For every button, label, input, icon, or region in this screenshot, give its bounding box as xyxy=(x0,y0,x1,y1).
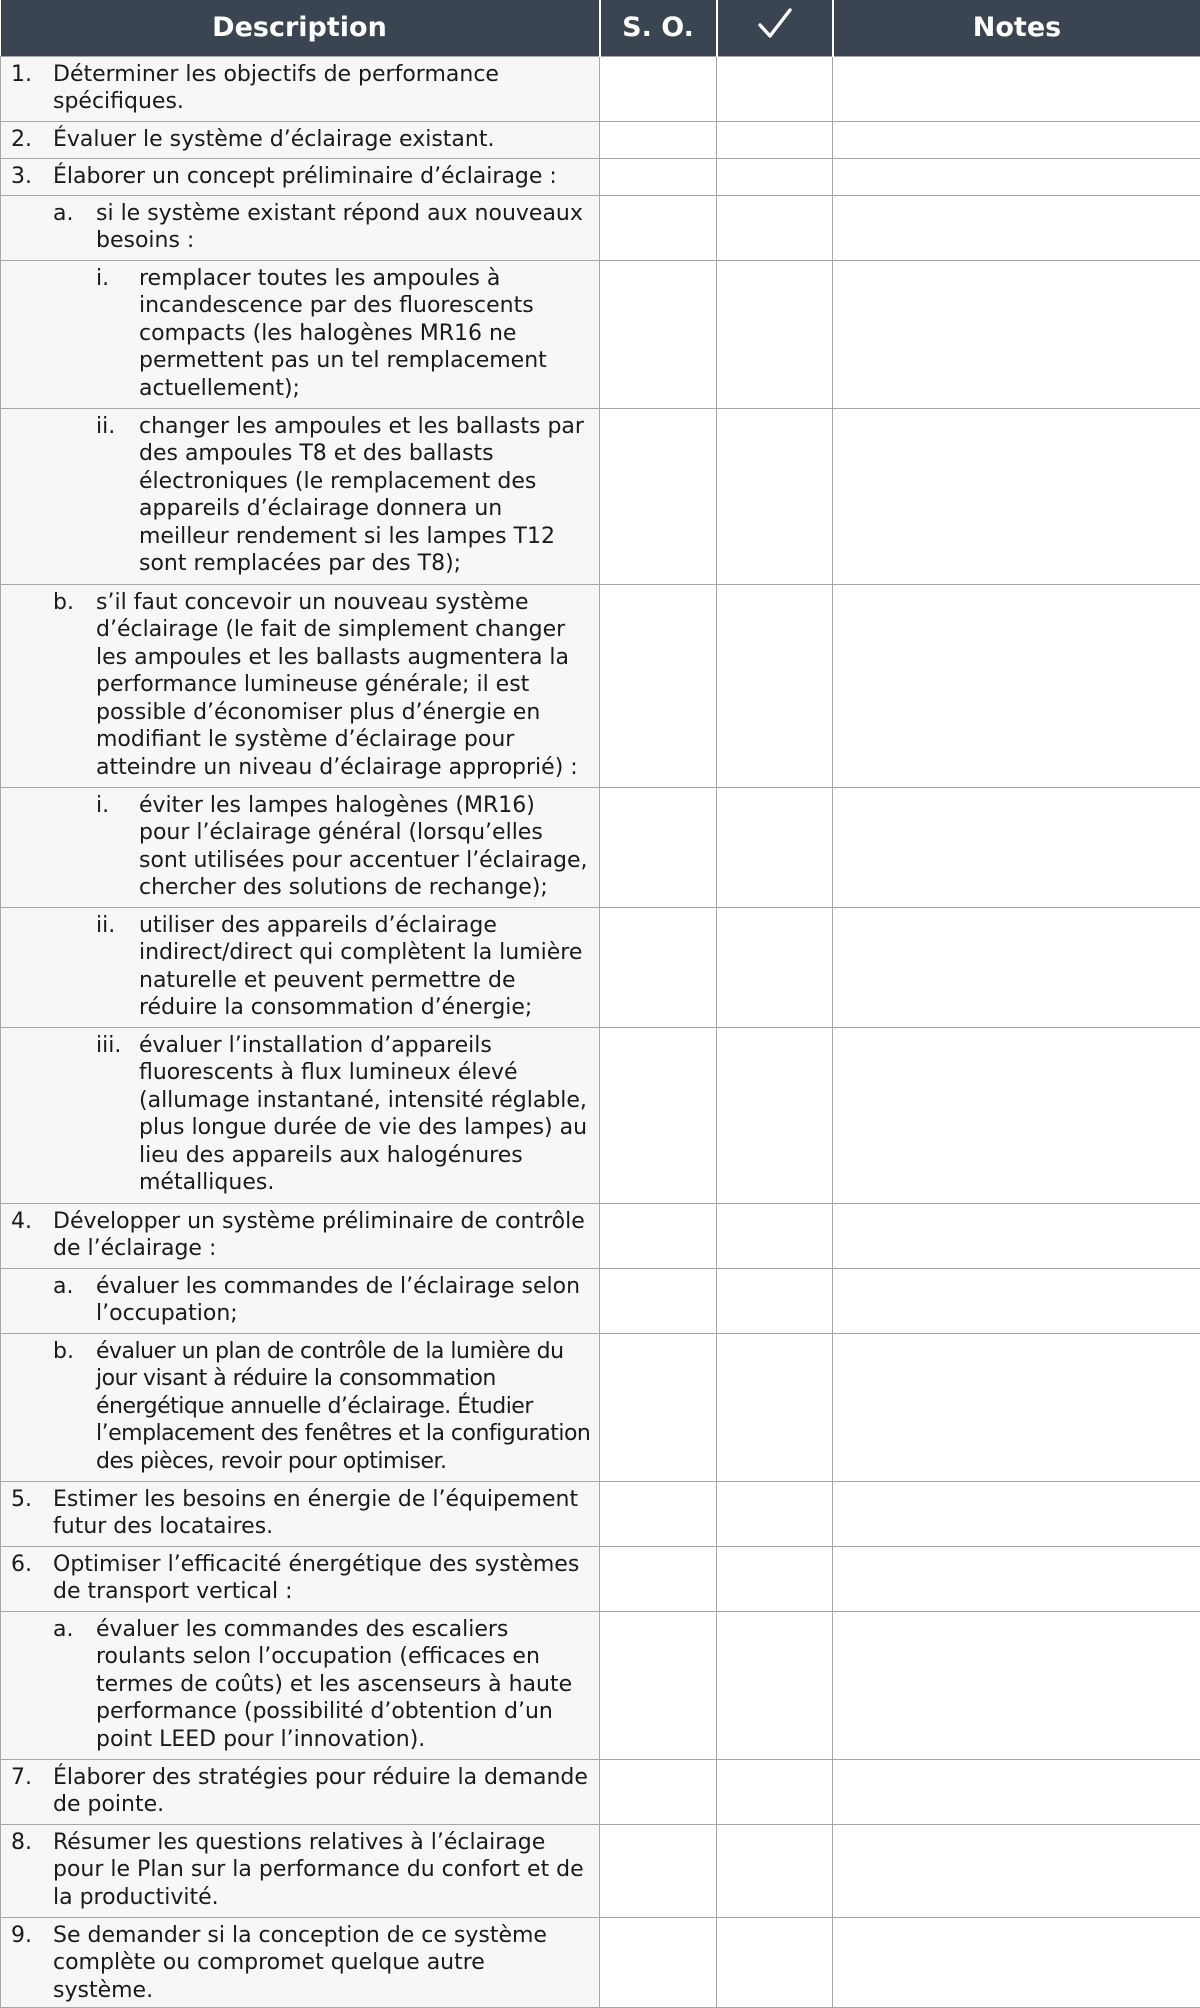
description-cell xyxy=(1,1917,600,2008)
so-header: S. O. xyxy=(600,0,717,56)
item-marker: 8. xyxy=(11,1829,53,1912)
check-cell[interactable] xyxy=(717,1203,833,1268)
table-row xyxy=(1,1546,1200,1611)
table-row xyxy=(1,1824,1200,1917)
notes-header: Notes xyxy=(833,0,1200,56)
item-text: s’il faut concevoir un nouveau système d’éclairage (le fait de simplement changer les ampoules et les ballasts augmentera la performance lumineuse générale; il est possible d’économiser plus d’énergie en modifiant le système d’éclairage pour atteindre un niveau d’éclairage approprié) : xyxy=(96,589,599,782)
description-cell xyxy=(1,787,600,907)
description-cell xyxy=(1,907,600,1027)
item-text: Estimer les besoins en énergie de l’équipement futur des locataires. xyxy=(53,1486,599,1541)
check-cell[interactable] xyxy=(717,1611,833,1759)
description-cell xyxy=(1,195,600,260)
item-text: Développer un système préliminaire de contrôle de l’éclairage : xyxy=(53,1208,599,1263)
description-cell xyxy=(1,1824,600,1917)
check-cell[interactable] xyxy=(717,1333,833,1481)
so-cell[interactable] xyxy=(600,121,717,158)
item-text: Se demander si la conception de ce système complète ou compromet quelque autre système. xyxy=(53,1922,599,2005)
so-cell[interactable] xyxy=(600,1027,717,1203)
notes-cell[interactable] xyxy=(833,1546,1200,1611)
notes-cell[interactable] xyxy=(833,907,1200,1027)
description-cell xyxy=(1,1268,600,1333)
check-cell[interactable] xyxy=(717,260,833,408)
check-cell[interactable] xyxy=(717,121,833,158)
item-text: utiliser des appareils d’éclairage indirect/direct qui complètent la lumière naturelle et peuvent permettre de réduire la consommation d’énergie; xyxy=(139,912,599,1022)
item-marker: a. xyxy=(53,1273,96,1328)
so-cell[interactable] xyxy=(600,1759,717,1824)
notes-cell[interactable] xyxy=(833,408,1200,584)
so-cell[interactable] xyxy=(600,1268,717,1333)
description-cell xyxy=(1,584,600,787)
notes-cell[interactable] xyxy=(833,1203,1200,1268)
notes-cell[interactable] xyxy=(833,584,1200,787)
check-cell[interactable] xyxy=(717,1546,833,1611)
item-text: Élaborer un concept préliminaire d’éclairage : xyxy=(53,163,599,191)
description-cell xyxy=(1,408,600,584)
check-cell[interactable] xyxy=(717,907,833,1027)
description-cell xyxy=(1,1333,600,1481)
table-row xyxy=(1,1333,1200,1481)
table-row xyxy=(1,195,1200,260)
item-text: évaluer les commandes de l’éclairage selon l’occupation; xyxy=(96,1273,599,1328)
check-cell[interactable] xyxy=(717,1481,833,1546)
item-text: Déterminer les objectifs de performance spécifiques. xyxy=(53,61,599,116)
description-cell xyxy=(1,158,600,195)
item-text: remplacer toutes les ampoules à incandescence par des fluorescents compacts (les halogènes MR16 ne permettent pas un tel remplacement actuellement); xyxy=(139,265,599,403)
notes-cell[interactable] xyxy=(833,260,1200,408)
so-cell[interactable] xyxy=(600,787,717,907)
notes-cell[interactable] xyxy=(833,158,1200,195)
table-row xyxy=(1,907,1200,1027)
item-marker: ii. xyxy=(96,413,139,578)
notes-cell[interactable] xyxy=(833,1333,1200,1481)
notes-cell[interactable] xyxy=(833,56,1200,121)
so-cell[interactable] xyxy=(600,158,717,195)
item-marker: ii. xyxy=(96,912,139,1022)
item-marker: i. xyxy=(96,265,139,403)
table-row xyxy=(1,1759,1200,1824)
check-cell[interactable] xyxy=(717,158,833,195)
item-marker: a. xyxy=(53,200,96,255)
table-row xyxy=(1,1917,1200,2008)
table-row xyxy=(1,584,1200,787)
item-marker: 1. xyxy=(11,61,53,116)
item-marker: 7. xyxy=(11,1764,53,1819)
so-cell[interactable] xyxy=(600,1481,717,1546)
check-header xyxy=(717,0,833,56)
table-row xyxy=(1,1481,1200,1546)
notes-cell[interactable] xyxy=(833,787,1200,907)
so-cell[interactable] xyxy=(600,1333,717,1481)
check-cell[interactable] xyxy=(717,56,833,121)
so-cell[interactable] xyxy=(600,1611,717,1759)
table-row xyxy=(1,1611,1200,1759)
description-header: Description xyxy=(1,0,600,56)
header-row xyxy=(1,0,1200,56)
table-row xyxy=(1,158,1200,195)
table-row xyxy=(1,1268,1200,1333)
so-cell[interactable] xyxy=(600,1824,717,1917)
table-row xyxy=(1,1203,1200,1268)
description-cell xyxy=(1,56,600,121)
so-cell[interactable] xyxy=(600,907,717,1027)
check-cell[interactable] xyxy=(717,1917,833,2008)
table-row xyxy=(1,1027,1200,1203)
so-cell[interactable] xyxy=(600,195,717,260)
table-row xyxy=(1,408,1200,584)
item-marker: 2. xyxy=(11,126,53,154)
check-cell[interactable] xyxy=(717,195,833,260)
item-text: Résumer les questions relatives à l’éclairage pour le Plan sur la performance du confort et de la productivité. xyxy=(53,1829,599,1912)
item-text: Optimiser l’efficacité énergétique des systèmes de transport vertical : xyxy=(53,1551,599,1606)
table-row xyxy=(1,260,1200,408)
notes-cell[interactable] xyxy=(833,1759,1200,1824)
check-cell[interactable] xyxy=(717,408,833,584)
item-marker: 5. xyxy=(11,1486,53,1541)
item-marker: i. xyxy=(96,792,139,902)
notes-cell[interactable] xyxy=(833,121,1200,158)
notes-cell[interactable] xyxy=(833,1611,1200,1759)
item-text: évaluer un plan de contrôle de la lumière du jour visant à réduire la consommation énergétique annuelle d’éclairage. Étudier l’emplacement des fenêtres et la configuration des pièces, revoir pour optimiser. xyxy=(96,1338,599,1476)
description-cell xyxy=(1,1027,600,1203)
item-marker: b. xyxy=(53,1338,96,1476)
item-marker: 9. xyxy=(11,1922,53,2005)
notes-cell[interactable] xyxy=(833,1917,1200,2008)
so-cell[interactable] xyxy=(600,56,717,121)
table-row xyxy=(1,787,1200,907)
item-text: changer les ampoules et les ballasts par des ampoules T8 et des ballasts électroniques (le remplacement des appareils d’éclairage donnera un meilleur rendement si les lampes T12 sont remplacées par des T8); xyxy=(139,413,599,578)
so-cell[interactable] xyxy=(600,584,717,787)
item-marker: b. xyxy=(53,589,96,782)
item-text: évaluer l’installation d’appareils fluorescents à flux lumineux élevé (allumage instantané, intensité réglable, plus longue durée de vie des lampes) au lieu des appareils aux halogénures métalliques. xyxy=(139,1032,599,1197)
item-marker: 4. xyxy=(11,1208,53,1263)
description-cell xyxy=(1,1546,600,1611)
notes-cell[interactable] xyxy=(833,1824,1200,1917)
description-cell xyxy=(1,1481,600,1546)
check-cell[interactable] xyxy=(717,1824,833,1917)
notes-cell[interactable] xyxy=(833,1027,1200,1203)
item-marker: a. xyxy=(53,1616,96,1754)
so-cell[interactable] xyxy=(600,1546,717,1611)
check-cell[interactable] xyxy=(717,787,833,907)
so-cell[interactable] xyxy=(600,260,717,408)
item-marker: 3. xyxy=(11,163,53,191)
so-cell[interactable] xyxy=(600,1203,717,1268)
notes-cell[interactable] xyxy=(833,1268,1200,1333)
notes-cell[interactable] xyxy=(833,1481,1200,1546)
check-cell[interactable] xyxy=(717,1027,833,1203)
table-row xyxy=(1,121,1200,158)
checkmark-icon xyxy=(757,7,793,41)
description-cell xyxy=(1,1611,600,1759)
description-cell xyxy=(1,1759,600,1824)
description-cell xyxy=(1,260,600,408)
notes-cell[interactable] xyxy=(833,195,1200,260)
description-cell xyxy=(1,121,600,158)
table-row xyxy=(1,56,1200,121)
check-cell[interactable] xyxy=(717,584,833,787)
item-text: éviter les lampes halogènes (MR16) pour l’éclairage général (lorsqu’elles sont utilisées pour accentuer l’éclairage, chercher des solutions de rechange); xyxy=(139,792,599,902)
check-cell[interactable] xyxy=(717,1759,833,1824)
check-cell[interactable] xyxy=(717,1268,833,1333)
so-cell[interactable] xyxy=(600,408,717,584)
item-text: Élaborer des stratégies pour réduire la demande de pointe. xyxy=(53,1764,599,1819)
item-marker: iii. xyxy=(96,1032,139,1197)
description-cell xyxy=(1,1203,600,1268)
item-text: évaluer les commandes des escaliers roulants selon l’occupation (efficaces en termes de coûts) et les ascenseurs à haute performance (possibilité d’obtention d’un point LEED pour l’innovation). xyxy=(96,1616,599,1754)
item-text: si le système existant répond aux nouveaux besoins : xyxy=(96,200,599,255)
item-marker: 6. xyxy=(11,1551,53,1606)
so-cell[interactable] xyxy=(600,1917,717,2008)
item-text: Évaluer le système d’éclairage existant. xyxy=(53,126,599,154)
